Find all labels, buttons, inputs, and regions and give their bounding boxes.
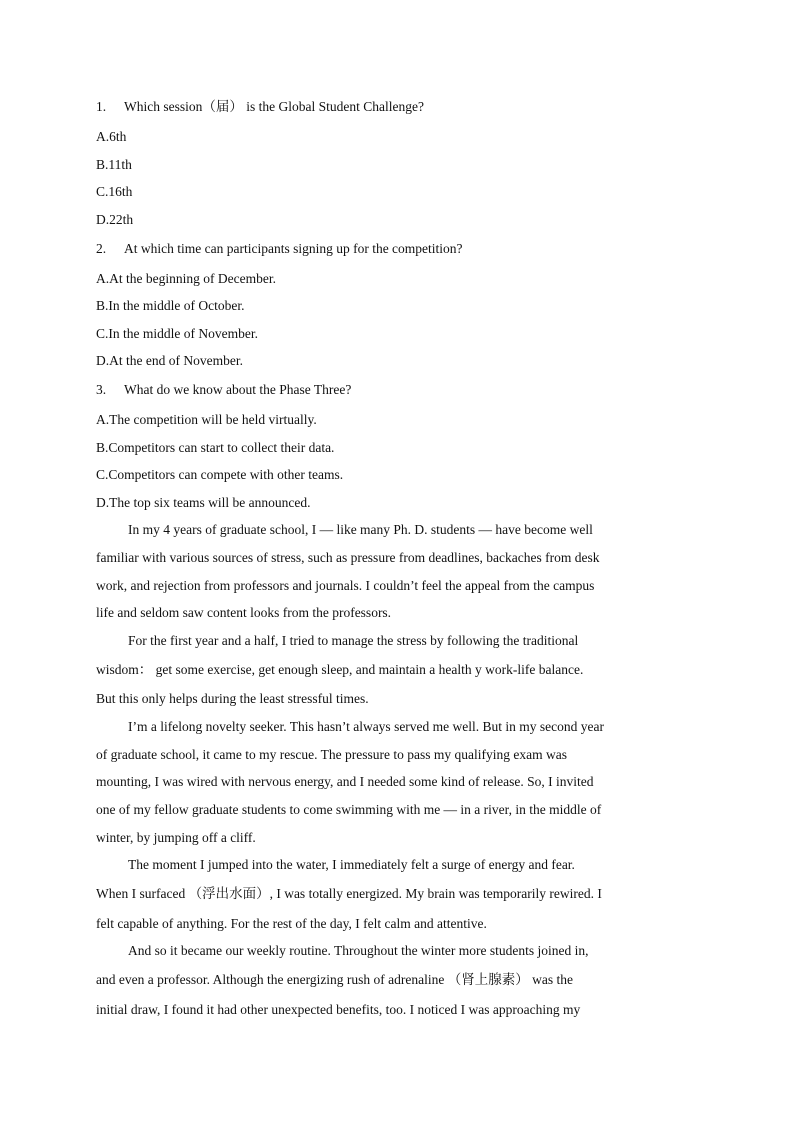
option: B.11th bbox=[96, 157, 132, 172]
passage-line: familiar with various sources of stress, such as pressure from deadlines, backaches from desk bbox=[96, 550, 600, 565]
passage-line: I’m a lifelong novelty seeker. This hasn’t always served me well. But in my second year bbox=[128, 719, 605, 734]
question-number: 1. bbox=[96, 99, 107, 114]
question-text: Which session（届） is the Global Student Challenge? bbox=[124, 99, 424, 114]
option: B.In the middle of October. bbox=[96, 298, 245, 313]
passage-line: of graduate school, it came to my rescue. The pressure to pass my qualifying exam was bbox=[96, 747, 567, 762]
passage-line: mounting, I was wired with nervous energy, and I needed some kind of release. So, I invited bbox=[96, 774, 594, 789]
passage-line: For the first year and a half, I tried to manage the stress by following the traditional bbox=[128, 633, 579, 648]
passage-line: initial draw, I found it had other unexpected benefits, too. I noticed I was approaching my bbox=[96, 1002, 581, 1017]
question-text: What do we know about the Phase Three? bbox=[124, 382, 352, 397]
question-number: 2. bbox=[96, 241, 107, 256]
passage-line: winter, by jumping off a cliff. bbox=[96, 830, 256, 845]
option: D.The top six teams will be announced. bbox=[96, 495, 311, 510]
question-3 bbox=[96, 381, 351, 399]
passage-line: The moment I jumped into the water, I immediately felt a surge of energy and fear. bbox=[128, 857, 575, 872]
passage-line: work, and rejection from professors and journals. I couldn’t feel the appeal from the campus bbox=[96, 578, 595, 593]
passage-line: When I surfaced （浮出水面）, I was totally energized. My brain was temporarily rewired. I bbox=[96, 886, 602, 901]
passage-line: And so it became our weekly routine. Throughout the winter more students joined in, bbox=[128, 943, 589, 958]
option: A.6th bbox=[96, 129, 127, 144]
option: C.16th bbox=[96, 184, 133, 199]
option: A.The competition will be held virtually. bbox=[96, 412, 317, 427]
question-2 bbox=[96, 240, 463, 258]
option: B.Competitors can start to collect their data. bbox=[96, 440, 335, 455]
question-number: 3. bbox=[96, 382, 107, 397]
passage-line: felt capable of anything. For the rest of the day, I felt calm and attentive. bbox=[96, 916, 487, 931]
passage-line: life and seldom saw content looks from the professors. bbox=[96, 605, 392, 620]
option: D.At the end of November. bbox=[96, 353, 243, 368]
option: D.22th bbox=[96, 212, 134, 227]
option: C.In the middle of November. bbox=[96, 326, 258, 341]
passage-line: one of my fellow graduate students to come swimming with me — in a river, in the middle of bbox=[96, 802, 602, 817]
question-1 bbox=[96, 98, 424, 116]
passage-line: In my 4 years of graduate school, I — like many Ph. D. students — have become well bbox=[128, 522, 593, 537]
question-text: At which time can participants signing up for the competition? bbox=[124, 241, 463, 256]
option: A.At the beginning of December. bbox=[96, 271, 276, 286]
passage-line: But this only helps during the least stressful times. bbox=[96, 691, 369, 706]
option: C.Competitors can compete with other teams. bbox=[96, 467, 344, 482]
passage-line: and even a professor. Although the energizing rush of adrenaline （肾上腺素） was the bbox=[96, 972, 574, 987]
passage-line: wisdom： get some exercise, get enough sleep, and maintain a health y work-life balance. bbox=[96, 662, 584, 677]
